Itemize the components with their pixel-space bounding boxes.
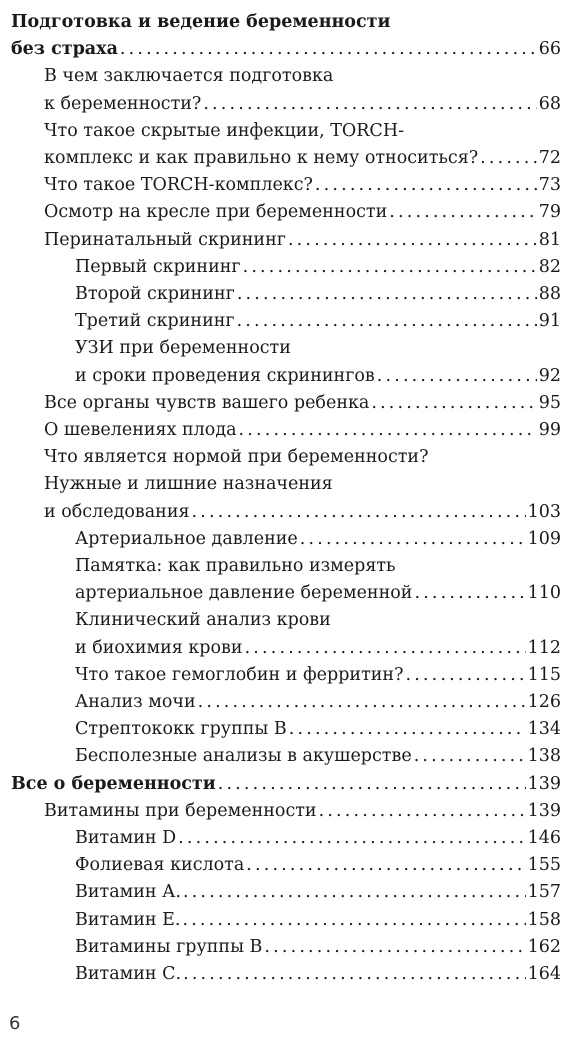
- dot-leader: [403, 661, 525, 689]
- toc-entry-title: без страха: [11, 39, 118, 60]
- dot-leader: [181, 878, 526, 906]
- toc-entry-title: Первый скрининг: [75, 256, 241, 277]
- toc-entry-title: и биохимия крови: [75, 637, 243, 658]
- toc-entry-page: 95: [538, 392, 561, 413]
- dot-leader: [369, 389, 536, 417]
- toc-entry-page: 112: [527, 637, 561, 658]
- dot-leader: [241, 253, 537, 281]
- toc-entry: [0, 906, 580, 934]
- toc-entry-page: 88: [538, 284, 561, 304]
- toc-entry-page: 139: [527, 800, 561, 821]
- dot-leader: [412, 579, 525, 607]
- toc-entry-page: 91: [538, 311, 561, 332]
- dot-leader: [313, 171, 537, 199]
- toc-entry: [0, 688, 580, 716]
- toc-entry-page: 110: [527, 583, 561, 604]
- toc-entry-title: Витамин Е.: [75, 909, 181, 930]
- toc-entry-page: 103: [527, 501, 561, 522]
- toc-entry-page: 126: [527, 692, 561, 712]
- dot-leader: [286, 226, 537, 254]
- dot-leader: [180, 906, 525, 934]
- toc-entry: [0, 525, 580, 553]
- toc-entry-page: 157: [527, 882, 561, 903]
- toc-entry-title: Нужные и лишние назначения: [44, 474, 333, 495]
- toc-entry-title: Витамин D: [75, 828, 177, 848]
- dot-leader: [244, 851, 525, 879]
- toc-entry: [0, 579, 580, 607]
- toc-entry: [0, 933, 580, 961]
- dot-leader: [196, 688, 526, 716]
- toc-entry: [0, 362, 580, 390]
- toc-entry: [0, 552, 580, 580]
- toc-entry: [0, 334, 580, 362]
- dot-leader: [387, 198, 536, 226]
- toc-entry: [0, 443, 580, 471]
- toc-entry: [0, 253, 580, 281]
- dot-leader: [287, 715, 526, 743]
- toc-entry-page: 138: [527, 746, 561, 767]
- toc-entry-title: О шевелениях плода: [44, 420, 237, 440]
- toc-entry-title: Памятка: как правильно измерять: [75, 556, 396, 576]
- toc-entry-page: 99: [538, 420, 561, 440]
- toc-entry-page: 109: [527, 528, 561, 549]
- toc-entry-title: Витамин С.: [75, 964, 182, 984]
- toc-entry-page: 115: [527, 664, 561, 685]
- toc-entry: [0, 470, 580, 498]
- toc-entry-title: Витамины группы B: [75, 936, 263, 957]
- toc-entry-page: 73: [538, 175, 561, 196]
- dot-leader: [216, 770, 526, 798]
- toc-entry-title: Третий скрининг: [75, 311, 235, 332]
- toc-entry-title: Артериальное давление: [75, 528, 298, 549]
- toc-entry-page: 72: [538, 148, 561, 168]
- dot-leader: [237, 416, 537, 444]
- toc-entry-page: 134: [527, 719, 561, 740]
- dot-leader: [181, 960, 526, 988]
- toc-entry: [0, 226, 580, 254]
- toc-entry-title: Подготовка и ведение беременности: [11, 12, 391, 32]
- toc-entry: [0, 416, 580, 444]
- toc-entry-page: 162: [527, 936, 561, 957]
- toc-entry: [0, 797, 580, 825]
- toc-entry-title: В чем заключается подготовка: [44, 66, 334, 87]
- page-number: 6: [9, 1013, 21, 1034]
- dot-leader: [317, 797, 526, 825]
- toc-entry: [0, 960, 580, 988]
- dot-leader: [176, 824, 525, 852]
- toc-entry-title: Клинический анализ крови: [75, 610, 331, 631]
- toc-entry: [0, 90, 580, 118]
- toc-entry-title: Анализ мочи: [75, 692, 196, 712]
- toc-entry: [0, 280, 580, 308]
- toc-entry: [0, 8, 580, 36]
- toc-entry-page: 68: [538, 93, 561, 114]
- toc-entry-title: Осмотр на кресле при беременности: [44, 202, 388, 223]
- toc-entry-title: Фолиевая кислота: [75, 855, 245, 876]
- toc-entry: [0, 35, 580, 63]
- toc-entry: [0, 307, 580, 335]
- toc-entry-title: и обследования: [44, 501, 190, 522]
- dot-leader: [262, 933, 525, 961]
- toc-entry-title: Все органы чувств вашего ребенка: [44, 392, 370, 413]
- toc-entry: [0, 171, 580, 199]
- toc-entry-title: Что такое скрытые инфекции, TORCH-: [44, 120, 404, 141]
- toc-entry-page: 81: [538, 229, 561, 250]
- toc-entry-page: 139: [527, 773, 561, 794]
- toc-entry: [0, 498, 580, 526]
- toc-entry: [0, 389, 580, 417]
- dot-leader: [298, 525, 526, 553]
- dot-leader: [235, 280, 537, 308]
- toc-entry-page: 155: [527, 855, 561, 876]
- toc-entry-title: комплекс и как правильно к нему относиться?: [44, 148, 479, 168]
- toc-entry-title: Стрептококк группы B: [75, 719, 287, 740]
- toc-entry: [0, 770, 580, 798]
- dot-leader: [243, 634, 526, 662]
- toc-entry-page: 92: [538, 365, 561, 386]
- toc-entry-title: Витамин А.: [75, 882, 181, 903]
- toc-entry: [0, 198, 580, 226]
- toc-entry-title: Все о беременности: [11, 773, 216, 794]
- toc-entry: [0, 661, 580, 689]
- dot-leader: [412, 742, 526, 770]
- toc-entry: [0, 742, 580, 770]
- toc-entry: [0, 824, 580, 852]
- toc-entry-title: к беременности?: [44, 93, 202, 114]
- dot-leader: [118, 35, 537, 63]
- dot-leader: [235, 307, 537, 335]
- toc-entry-page: 146: [527, 828, 561, 848]
- toc-entry-title: артериальное давление беременной: [75, 583, 413, 604]
- toc-entry: [0, 117, 580, 145]
- toc-entry-page: 82: [538, 256, 561, 277]
- dot-leader: [478, 144, 537, 172]
- toc-entry-title: Второй скрининг: [75, 284, 235, 304]
- toc-entry: [0, 634, 580, 662]
- dot-leader: [201, 90, 536, 118]
- toc-entry-title: Перинатальный скрининг: [44, 229, 286, 250]
- toc-entry-page: 164: [527, 964, 561, 984]
- toc-entry: [0, 62, 580, 90]
- toc-entry: [0, 144, 580, 172]
- dot-leader: [190, 498, 526, 526]
- toc-entry-page: 158: [527, 909, 561, 930]
- dot-leader: [375, 362, 537, 390]
- toc-entry: [0, 851, 580, 879]
- toc-entry-page: 79: [538, 202, 561, 223]
- toc-entry-title: и сроки проведения скринингов: [75, 365, 375, 386]
- toc-entry-title: Что такое TORCH-комплекс?: [44, 175, 313, 196]
- toc-entry-page: 66: [538, 39, 561, 60]
- toc-entry-title: Что является нормой при беременности?: [44, 447, 429, 468]
- toc-entry-title: Бесполезные анализы в акушерстве: [75, 746, 412, 767]
- toc-entry-title: Витамины при беременности: [44, 800, 317, 821]
- toc-entry-title: УЗИ при беременности: [75, 338, 291, 359]
- toc-entry: [0, 606, 580, 634]
- toc-entry: [0, 878, 580, 906]
- toc-entry-title: Что такое гемоглобин и ферритин?: [75, 664, 404, 685]
- toc-entry: [0, 715, 580, 743]
